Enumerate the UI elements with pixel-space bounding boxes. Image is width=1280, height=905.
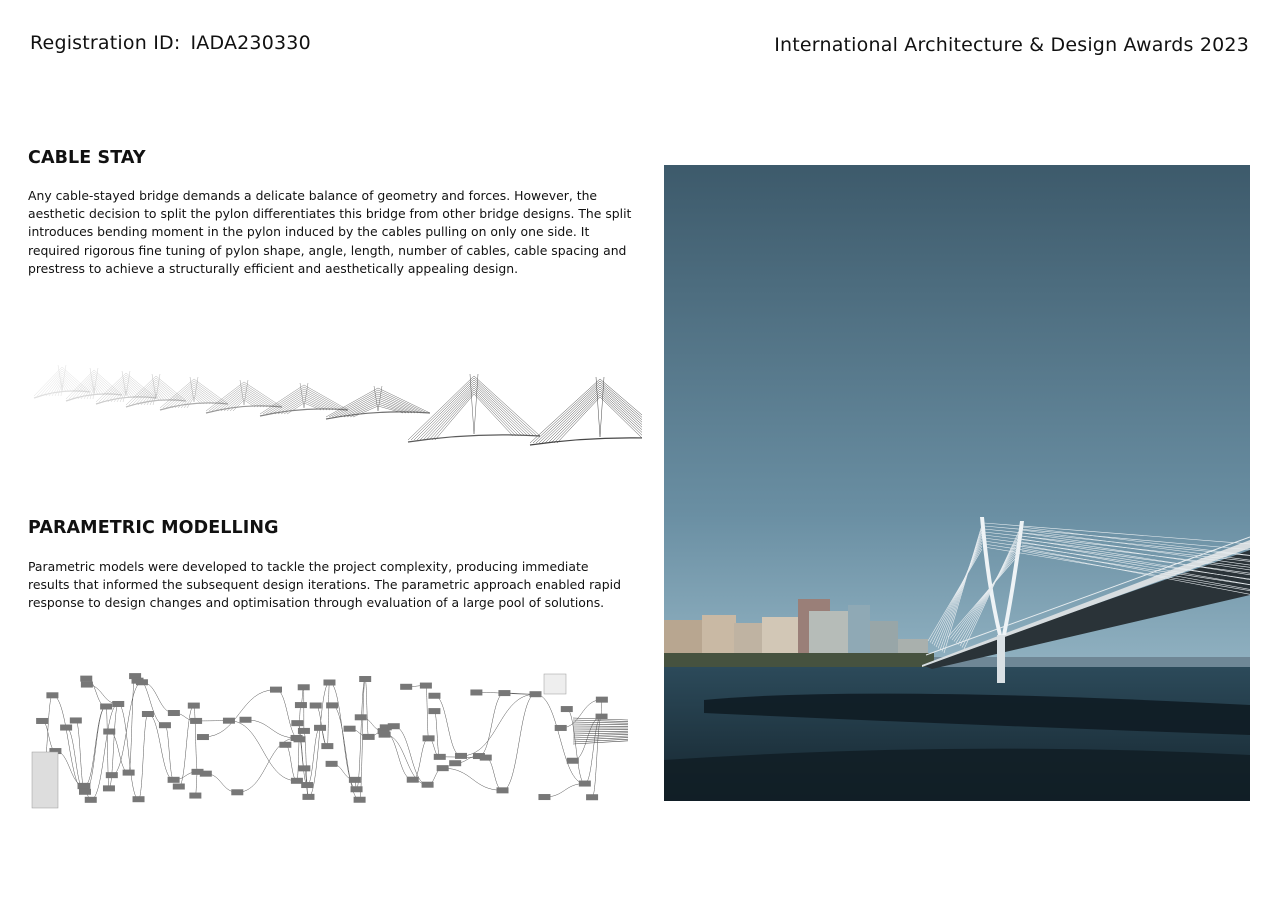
graph-node [295,702,307,708]
graph-node [407,777,419,783]
graph-node [123,770,135,776]
graph-node [197,734,209,740]
graph-node [561,706,573,712]
graph-node [351,786,363,792]
pylon-iteration-sketch [260,383,348,416]
graph-node [79,789,91,795]
graph-node [567,758,579,764]
graph-node [355,714,367,720]
graph-node [298,765,310,771]
graph-node [100,703,112,709]
graph-node [437,765,449,771]
graph-node [103,729,115,735]
parametric-title: PARAMETRIC MODELLING [28,518,279,538]
graph-node [112,701,124,707]
graph-node [314,725,326,731]
graph-node [223,718,235,724]
graph-node [470,689,482,695]
graph-node [321,743,333,749]
graph-node [173,784,185,790]
graph-node [81,682,93,688]
graph-node [400,684,412,690]
parametric-node-graph [28,668,640,812]
graph-node [326,761,338,767]
graph-node [302,794,314,800]
graph-node [428,708,440,714]
graph-node [530,691,542,697]
graph-node [449,760,461,766]
pylon-iteration-sketch [326,386,430,419]
graph-node [190,718,202,724]
graph-node [349,777,361,783]
pylon-iteration-sketch [408,374,540,442]
graph-node [379,732,391,738]
graph-node [85,797,97,803]
graph-node [586,794,598,800]
graph-node [36,718,48,724]
graph-node [354,797,366,803]
graph-node [78,783,90,789]
graph-node [142,711,154,717]
graph-node [168,777,180,783]
graph-node [291,720,303,726]
graph-node [133,796,145,802]
graph-node [293,736,305,742]
pylon-iteration-sketch [530,377,642,445]
graph-node [388,723,400,729]
graph-node [420,683,432,689]
parametric-paragraph: Parametric models were developed to tackle the project complexity, producing immediate results that informed the subsequent design iterations. The parametric approach enabled rapid response to design changes and optimisation through evaluation of a large pool of solutions. [28,559,621,611]
graph-node [168,710,180,716]
graph-node [323,680,335,686]
graph-node [298,728,310,734]
graph-node [136,679,148,685]
graph-node [188,703,200,709]
award-title: International Architecture & Design Awards 2023 [774,34,1249,56]
pylon-iteration-sketch [96,371,156,404]
graph-node [80,676,92,682]
cable-stay-title: CABLE STAY [28,148,146,168]
graph-node [46,692,58,698]
graph-node [103,785,115,791]
graph-node [301,782,313,788]
graph-node [498,690,510,696]
graph-node [326,702,338,708]
graph-node [555,725,567,731]
registration-header [30,32,311,54]
graph-node [200,771,212,777]
registration-label: Registration ID: [30,32,181,54]
graph-node [70,717,82,723]
graph-node [159,722,171,728]
graph-input-panel [32,752,58,808]
graph-node [291,778,303,784]
graph-node [363,734,375,740]
pylon-iteration-sketch [126,374,186,407]
graph-node [279,742,291,748]
graph-node [538,794,550,800]
registration-id: IADA230330 [190,32,311,54]
graph-output-panel [544,674,566,694]
graph-node [422,782,434,788]
graph-node [240,717,252,723]
graph-node [579,781,591,787]
graph-node [106,772,118,778]
pylon-iteration-sketch [66,368,122,401]
pylon-iterations-drawing [22,330,642,460]
graph-node [60,725,72,731]
graph-node [480,755,492,761]
graph-node [428,693,440,699]
graph-node [455,753,467,759]
cable-stay-paragraph: Any cable-stayed bridge demands a delicate balance of geometry and forces. However, the aesthetic decision to split the pylon differentiates this bridge from other bridge designs. The split introduces bending moment in the pylon induced by the cables pulling on only one side. It required rigorous fine tuning of pylon shape, angle, length, number of cables, cable spacing and prestress to achieve a structurally efficient and aesthetically appealing design. [28,188,632,276]
graph-node [434,754,446,760]
graph-node [497,787,509,793]
graph-node [231,789,243,795]
pylon-iteration-sketch [160,377,228,410]
graph-node [359,676,371,682]
graph-node [596,697,608,703]
graph-node [423,735,435,741]
graph-node [310,703,322,709]
graph-node [596,714,608,720]
pylon-iteration-sketch [34,365,90,398]
graph-node [344,726,356,732]
bridge-render-image [664,165,1250,801]
graph-node [270,687,282,693]
graph-node [189,793,201,799]
graph-node [298,684,310,690]
